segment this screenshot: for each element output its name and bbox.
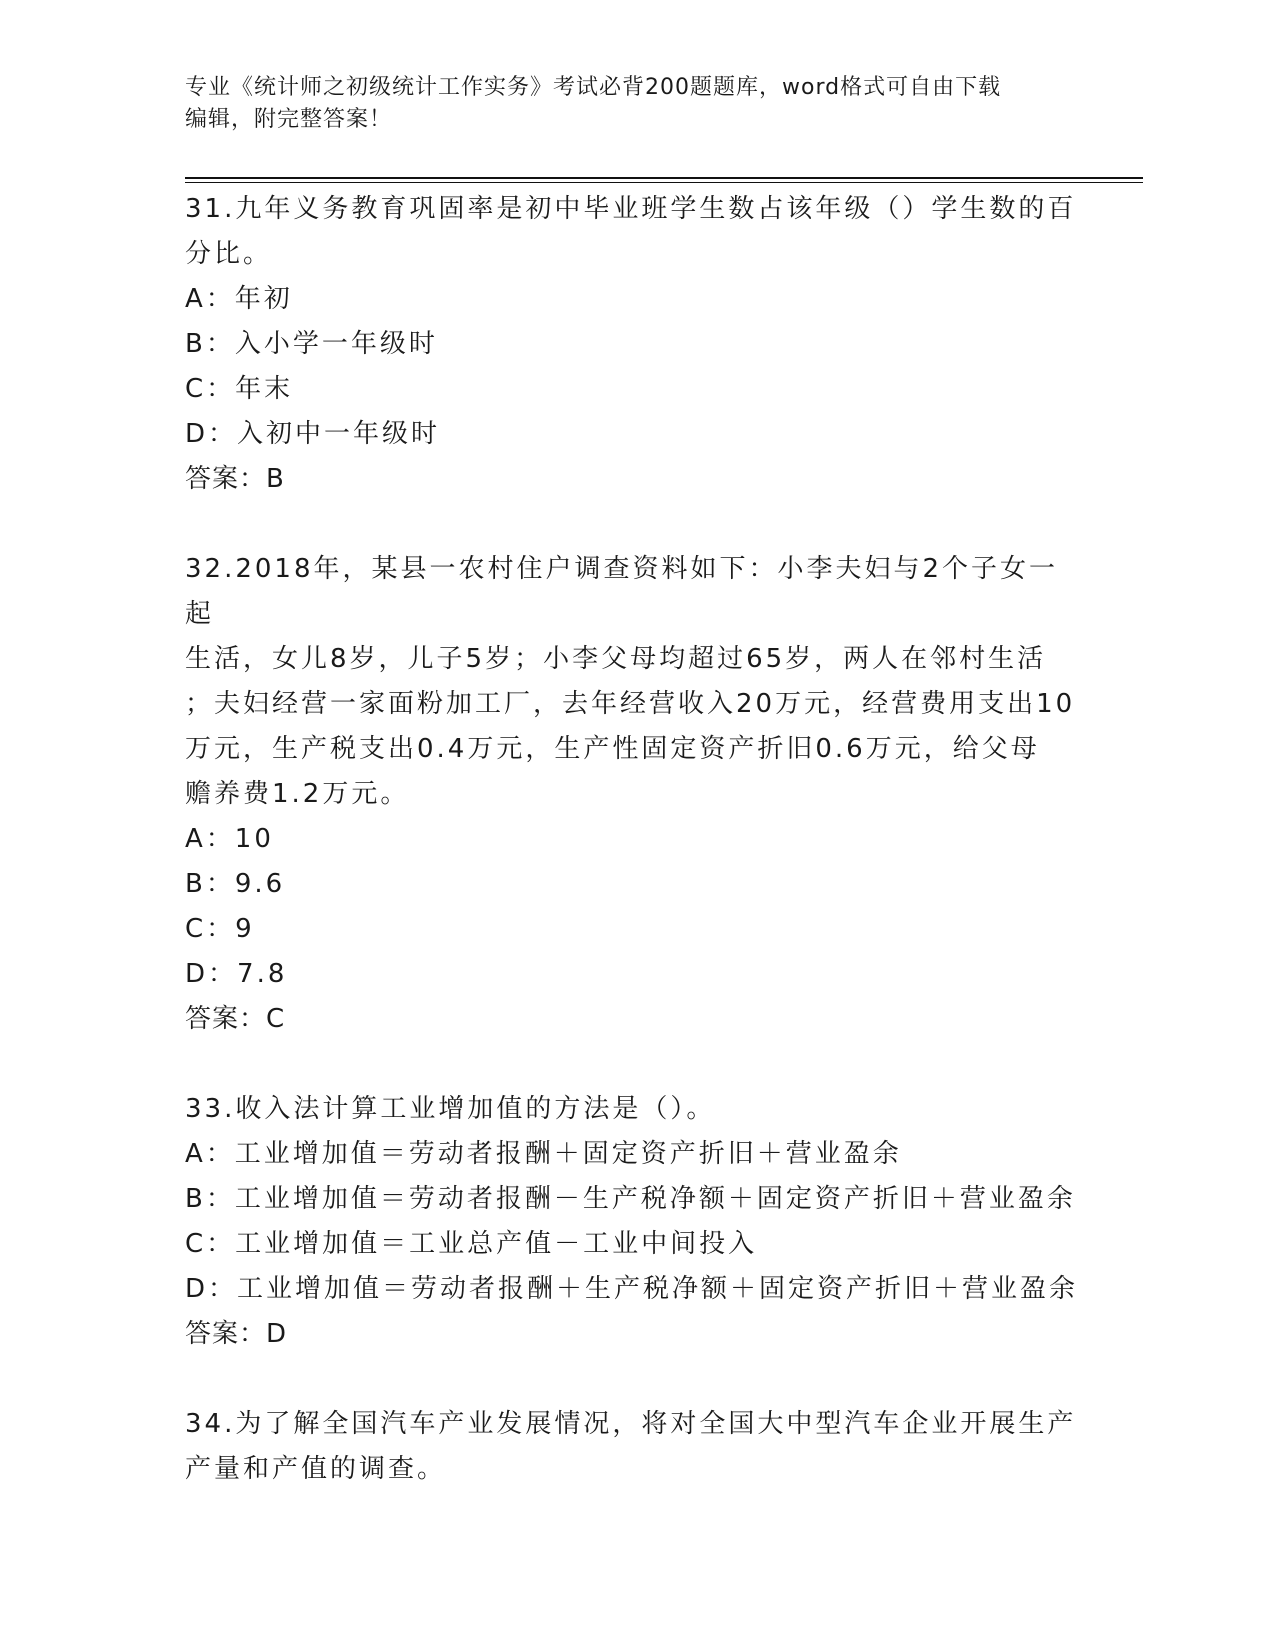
option-b: B：工业增加值＝劳动者报酬－生产税净额＋固定资产折旧＋营业盈余: [185, 1184, 1076, 1214]
option-c: C：9: [185, 914, 255, 944]
question-list: [185, 187, 1085, 1492]
document-header: [185, 72, 1065, 136]
question-stem-line: 31.九年义务教育巩固率是初中毕业班学生数占该年级（）学生数的百: [185, 194, 1077, 224]
option-a: A：年初: [185, 284, 293, 314]
question-33: [185, 1087, 1085, 1357]
option-a: A：工业增加值＝劳动者报酬＋固定资产折旧＋营业盈余: [185, 1139, 902, 1169]
option-c: C：年末: [185, 374, 294, 404]
question-32: [185, 547, 1085, 1042]
option-a: A：10: [185, 824, 274, 854]
answer-line: 答案：B: [185, 464, 285, 494]
question-stem-line: 34.为了解全国汽车产业发展情况，将对全国大中型汽车企业开展生产: [185, 1409, 1077, 1439]
option-b: B：入小学一年级时: [185, 329, 438, 359]
header-line-2: 编辑，附完整答案！: [185, 107, 393, 132]
option-d: D：7.8: [185, 959, 288, 989]
answer-line: 答案：C: [185, 1004, 286, 1034]
question-31: [185, 187, 1085, 502]
header-line-1: 专业《统计师之初级统计工作实务》考试必背200题题库，word格式可自由下载: [185, 75, 1002, 100]
header-divider-thick: [185, 177, 1143, 179]
question-34: [185, 1402, 1085, 1492]
question-stem-line: 产量和产值的调查。: [185, 1454, 447, 1484]
question-stem-line: 33.收入法计算工业增加值的方法是（）。: [185, 1094, 716, 1124]
answer-line: 答案：D: [185, 1319, 288, 1349]
question-stem-line: 生活，女儿8岁，儿子5岁；小李父母均超过65岁，两人在邻村生活: [185, 644, 1047, 674]
question-stem-line: 赡养费1.2万元。: [185, 779, 410, 809]
question-stem-line: 万元，生产税支出0.4万元，生产性固定资产折旧0.6万元，给父母: [185, 734, 1040, 764]
header-divider-thin: [185, 182, 1143, 183]
question-stem-line: 32.2018年，某县一农村住户调查资料如下：小李夫妇与2个子女一起: [185, 554, 1059, 629]
option-c: C：工业增加值＝工业总产值－工业中间投入: [185, 1229, 758, 1259]
question-stem-line: 分比。: [185, 239, 273, 269]
option-b: B：9.6: [185, 869, 286, 899]
option-d: D：入初中一年级时: [185, 419, 441, 449]
question-stem-line: ；夫妇经营一家面粉加工厂，去年经营收入20万元，经营费用支出10: [185, 689, 1076, 719]
option-d: D：工业增加值＝劳动者报酬＋生产税净额＋固定资产折旧＋营业盈余: [185, 1274, 1079, 1304]
